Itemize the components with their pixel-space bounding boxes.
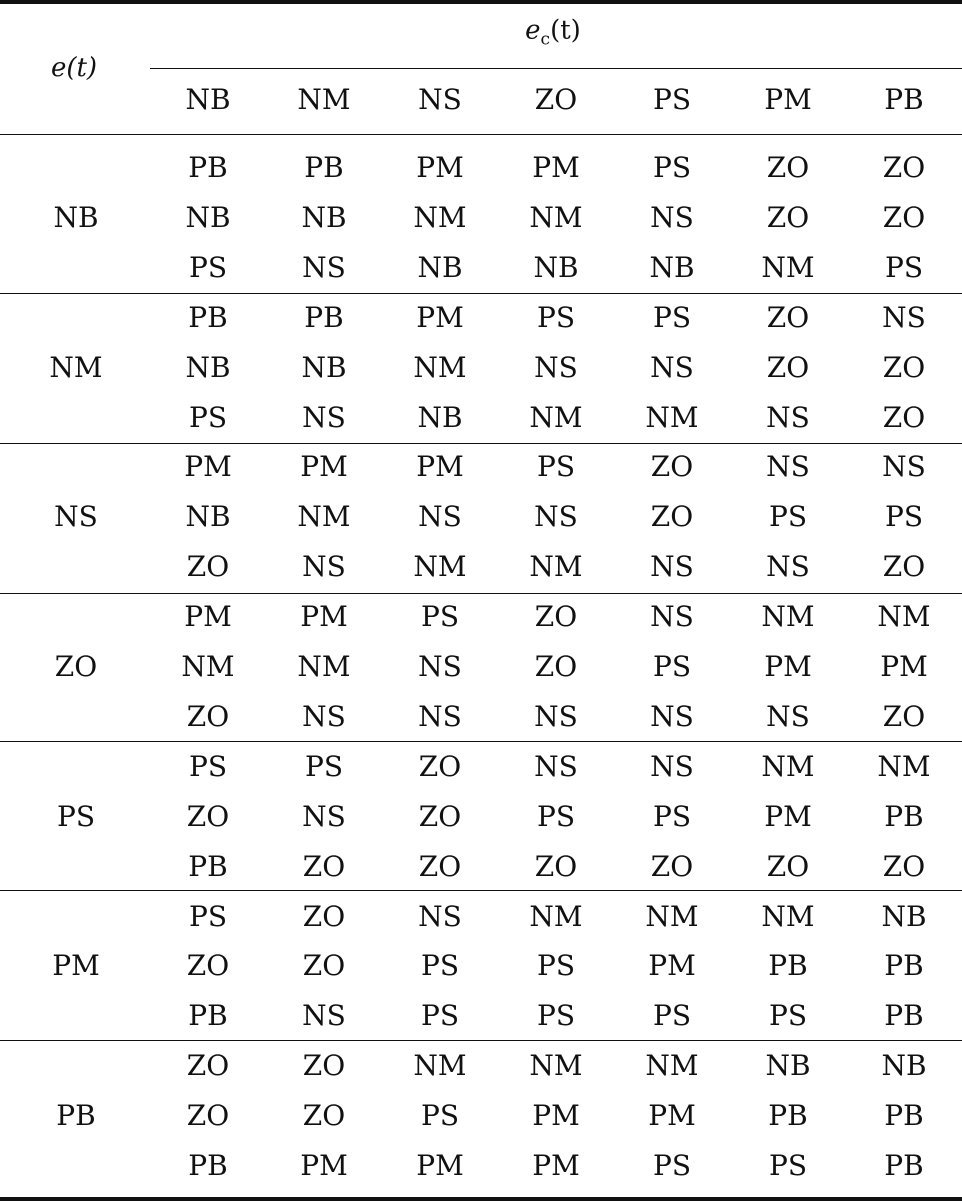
table-cell: NS <box>302 400 346 434</box>
table-cell: ZO <box>650 849 694 883</box>
row-group-label: ZO <box>54 650 98 683</box>
table-cell: ZO <box>882 151 926 184</box>
row-group-label: NB <box>53 200 99 234</box>
table-cell: NM <box>877 749 931 783</box>
table-cell: NM <box>297 650 351 683</box>
column-header: PS <box>652 83 692 116</box>
table-cell: NB <box>649 250 695 284</box>
table-cell: ZO <box>766 200 810 234</box>
table-cell: NS <box>766 699 810 733</box>
table-cell: NS <box>534 699 578 733</box>
table-cell: ZO <box>534 600 578 634</box>
table-cell: NB <box>301 200 347 234</box>
table-cell: NB <box>185 200 231 234</box>
table-cell: ZO <box>302 949 346 983</box>
table-cell: PS <box>536 999 576 1033</box>
table-cell: PS <box>768 500 808 534</box>
table-cell: ZO <box>302 1099 346 1133</box>
table-cell: ZO <box>534 650 578 683</box>
row-group-label: PM <box>52 949 100 983</box>
column-header: NS <box>418 83 462 116</box>
table-cell: ZO <box>302 849 346 883</box>
table-cell: NS <box>766 550 810 584</box>
table-cell: NS <box>650 749 694 783</box>
column-header: NM <box>297 83 351 116</box>
table-cell: PB <box>768 1099 808 1133</box>
table-cell: NS <box>650 699 694 733</box>
table-cell: PM <box>764 650 812 683</box>
table-cell: PS <box>884 250 924 284</box>
table-cell: NM <box>529 400 583 434</box>
table-cell: PS <box>420 949 460 983</box>
table-cell: ZO <box>882 849 926 883</box>
table-cell: NM <box>413 200 467 234</box>
table-cell: ZO <box>534 849 578 883</box>
table-cell: NM <box>413 550 467 584</box>
table-cell: PM <box>532 1149 580 1182</box>
table-cell: NS <box>650 550 694 584</box>
table-cell: PS <box>536 300 576 334</box>
table-cell: PS <box>652 1149 692 1182</box>
table-cell: ZO <box>650 450 694 484</box>
table-cell: ZO <box>882 350 926 384</box>
table-cell: PS <box>304 749 344 783</box>
table-cell: NM <box>645 899 699 933</box>
table-cell: NS <box>766 400 810 434</box>
table-cell: NM <box>181 650 235 683</box>
table-cell: PS <box>536 450 576 484</box>
table-cell: ZO <box>882 200 926 234</box>
table-cell: ZO <box>186 699 230 733</box>
table-cell: ZO <box>766 151 810 184</box>
table-cell: PB <box>188 151 228 184</box>
table-cell: NB <box>765 1049 811 1083</box>
table-cell: ZO <box>766 849 810 883</box>
table-cell: PM <box>880 650 928 683</box>
table-cell: NS <box>418 500 462 534</box>
table-cell: PS <box>188 400 228 434</box>
column-header: PM <box>764 83 812 116</box>
table-cell: PB <box>884 999 924 1033</box>
table-cell: NS <box>302 250 346 284</box>
table-cell: NB <box>185 350 231 384</box>
table-cell: PM <box>532 1099 580 1133</box>
table-cell: PB <box>188 300 228 334</box>
table-cell: ZO <box>186 949 230 983</box>
table-cell: NB <box>301 350 347 384</box>
table-cell: PS <box>652 151 692 184</box>
table-cell: NM <box>761 250 815 284</box>
table-cell: PB <box>884 799 924 833</box>
table-cell: PB <box>304 300 344 334</box>
header-bottom-rule <box>0 134 962 135</box>
table-cell: PS <box>188 749 228 783</box>
table-cell: ZO <box>766 350 810 384</box>
table-cell: NM <box>529 899 583 933</box>
table-cell: PS <box>420 600 460 634</box>
table-cell: NS <box>882 300 926 334</box>
table-cell: PB <box>188 999 228 1033</box>
header-rule <box>150 68 962 69</box>
table-cell: PS <box>652 799 692 833</box>
table-cell: ZO <box>418 799 462 833</box>
table-cell: ZO <box>418 849 462 883</box>
table-cell: PM <box>184 450 232 484</box>
table-cell: PS <box>768 999 808 1033</box>
table-cell: PS <box>536 799 576 833</box>
table-cell: NS <box>534 749 578 783</box>
table-cell: PM <box>300 450 348 484</box>
table-cell: NB <box>185 500 231 534</box>
table-cell: PB <box>768 949 808 983</box>
group-divider <box>0 443 962 444</box>
table-cell: PM <box>648 1099 696 1133</box>
table-cell: NS <box>302 550 346 584</box>
table-cell: ZO <box>766 300 810 334</box>
group-divider <box>0 593 962 594</box>
table-cell: NS <box>302 999 346 1033</box>
table-cell: ZO <box>418 749 462 783</box>
table-cell: PS <box>420 999 460 1033</box>
table-cell: ZO <box>650 500 694 534</box>
group-divider <box>0 1040 962 1041</box>
table-cell: NM <box>645 400 699 434</box>
table-cell: NB <box>881 1049 927 1083</box>
table-cell: NM <box>529 200 583 234</box>
bottom-rule <box>0 1197 962 1201</box>
table-cell: NS <box>650 600 694 634</box>
table-cell: NM <box>761 899 815 933</box>
table-cell: NS <box>302 699 346 733</box>
table-cell: PS <box>652 650 692 683</box>
table-cell: NS <box>418 699 462 733</box>
table-cell: NS <box>302 799 346 833</box>
table-cell: NS <box>650 200 694 234</box>
table-cell: PB <box>304 151 344 184</box>
table-cell: PM <box>416 1149 464 1182</box>
table-cell: PS <box>652 999 692 1033</box>
table-cell: NM <box>877 600 931 634</box>
table-cell: PS <box>884 500 924 534</box>
group-divider <box>0 741 962 742</box>
table-cell: NS <box>534 350 578 384</box>
row-group-label: NM <box>49 350 103 384</box>
table-cell: PM <box>184 600 232 634</box>
group-divider <box>0 293 962 294</box>
table-cell: NM <box>297 500 351 534</box>
table-cell: ZO <box>882 699 926 733</box>
row-group-label: PS <box>56 799 96 833</box>
table-cell: NS <box>650 350 694 384</box>
table-cell: PM <box>300 1149 348 1182</box>
table-cell: PM <box>764 799 812 833</box>
table-cell: PS <box>188 899 228 933</box>
table-cell: NB <box>533 250 579 284</box>
column-variable-argument: (t) <box>550 15 581 46</box>
table-cell: PM <box>648 949 696 983</box>
table-cell: PM <box>416 151 464 184</box>
row-variable-header <box>51 55 97 81</box>
table-cell: PS <box>536 949 576 983</box>
column-variable-subscript: c <box>540 29 551 50</box>
column-header: NB <box>185 83 231 116</box>
table-cell: NM <box>761 749 815 783</box>
table-cell: NB <box>417 400 463 434</box>
table-cell: PB <box>884 949 924 983</box>
top-rule <box>0 0 962 4</box>
table-cell: ZO <box>186 1099 230 1133</box>
table-cell: NS <box>534 500 578 534</box>
group-divider <box>0 890 962 891</box>
table-cell: ZO <box>186 1049 230 1083</box>
table-cell: PS <box>188 250 228 284</box>
table-cell: NM <box>645 1049 699 1083</box>
column-header: PB <box>884 83 924 116</box>
column-header: ZO <box>534 83 578 116</box>
table-cell: PS <box>420 1099 460 1133</box>
table-cell: NS <box>766 450 810 484</box>
table-cell: ZO <box>882 400 926 434</box>
table-cell: NM <box>761 600 815 634</box>
table-cell: NS <box>418 899 462 933</box>
table-cell: PM <box>532 151 580 184</box>
table-cell: NB <box>417 250 463 284</box>
row-group-label: PB <box>56 1099 96 1133</box>
table-cell: NM <box>413 1049 467 1083</box>
table-cell: NS <box>418 650 462 683</box>
table-cell: NM <box>413 350 467 384</box>
table-cell: ZO <box>882 550 926 584</box>
table-cell: ZO <box>186 550 230 584</box>
table-cell: NM <box>529 1049 583 1083</box>
table-cell: PS <box>652 300 692 334</box>
table-cell: ZO <box>186 799 230 833</box>
table-cell: PB <box>884 1099 924 1133</box>
table-cell: NS <box>882 450 926 484</box>
table-cell: PM <box>300 600 348 634</box>
table-cell: PM <box>416 450 464 484</box>
table-cell: NM <box>529 550 583 584</box>
table-cell: NB <box>881 899 927 933</box>
row-group-label: NS <box>54 500 98 534</box>
table-cell: PS <box>768 1149 808 1182</box>
column-variable-symbol: e <box>525 15 541 46</box>
row-variable-label: e(t) <box>50 53 98 83</box>
table-cell: PB <box>884 1149 924 1182</box>
table-cell: PM <box>416 300 464 334</box>
table-cell: PB <box>188 1149 228 1182</box>
table-cell: ZO <box>302 1049 346 1083</box>
table-cell: PB <box>188 849 228 883</box>
column-variable-header <box>525 15 581 53</box>
table-cell: ZO <box>302 899 346 933</box>
